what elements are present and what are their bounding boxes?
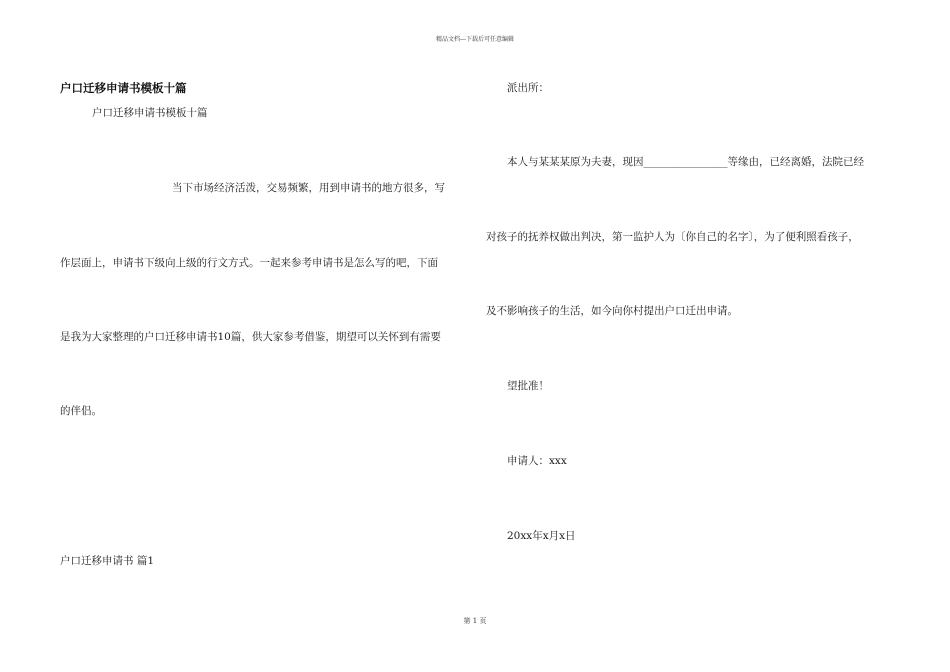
intro-line-4: 的伴侣。 bbox=[60, 405, 102, 417]
addressee: 派出所： bbox=[507, 82, 549, 94]
header-note: 精品文档---下载后可任意编辑 bbox=[435, 36, 515, 43]
section-heading: 户口迁移申请书 篇1 bbox=[60, 555, 155, 567]
date-line: 20xx年x月x日 bbox=[507, 530, 576, 542]
intro-line-1: 当下市场经济活泼，交易频繁，用到申请书的地方很多，写 bbox=[172, 182, 445, 194]
closing-text: 望批准！ bbox=[507, 380, 549, 392]
body-line-3: 及不影响孩子的生活，如今向你村提出户口迁出申请。 bbox=[486, 305, 738, 317]
page-number: 第 1 页 bbox=[463, 617, 487, 625]
document-title: 户口迁移申请书模板十篇 bbox=[60, 81, 187, 95]
applicant-line: 申请人：xxx bbox=[507, 455, 567, 467]
intro-line-2: 作层面上，申请书下级向上级的行文方式。一起来参考申请书是怎么写的吧，下面 bbox=[60, 257, 438, 269]
body-line-2: 对孩子的抚养权做出判决，第一监护人为〔你自己的名字〕，为了便利照看孩子， bbox=[486, 231, 859, 243]
document-subtitle: 户口迁移申请书模板十篇 bbox=[92, 107, 208, 119]
body-line-1: 本人与某某某原为夫妻，现因________________等缘由，已经离婚，法院已经 bbox=[507, 156, 864, 168]
intro-line-3: 是我为大家整理的户口迁移申请书10篇，供大家参考借鉴，期望可以关怀到有需要 bbox=[60, 331, 441, 343]
